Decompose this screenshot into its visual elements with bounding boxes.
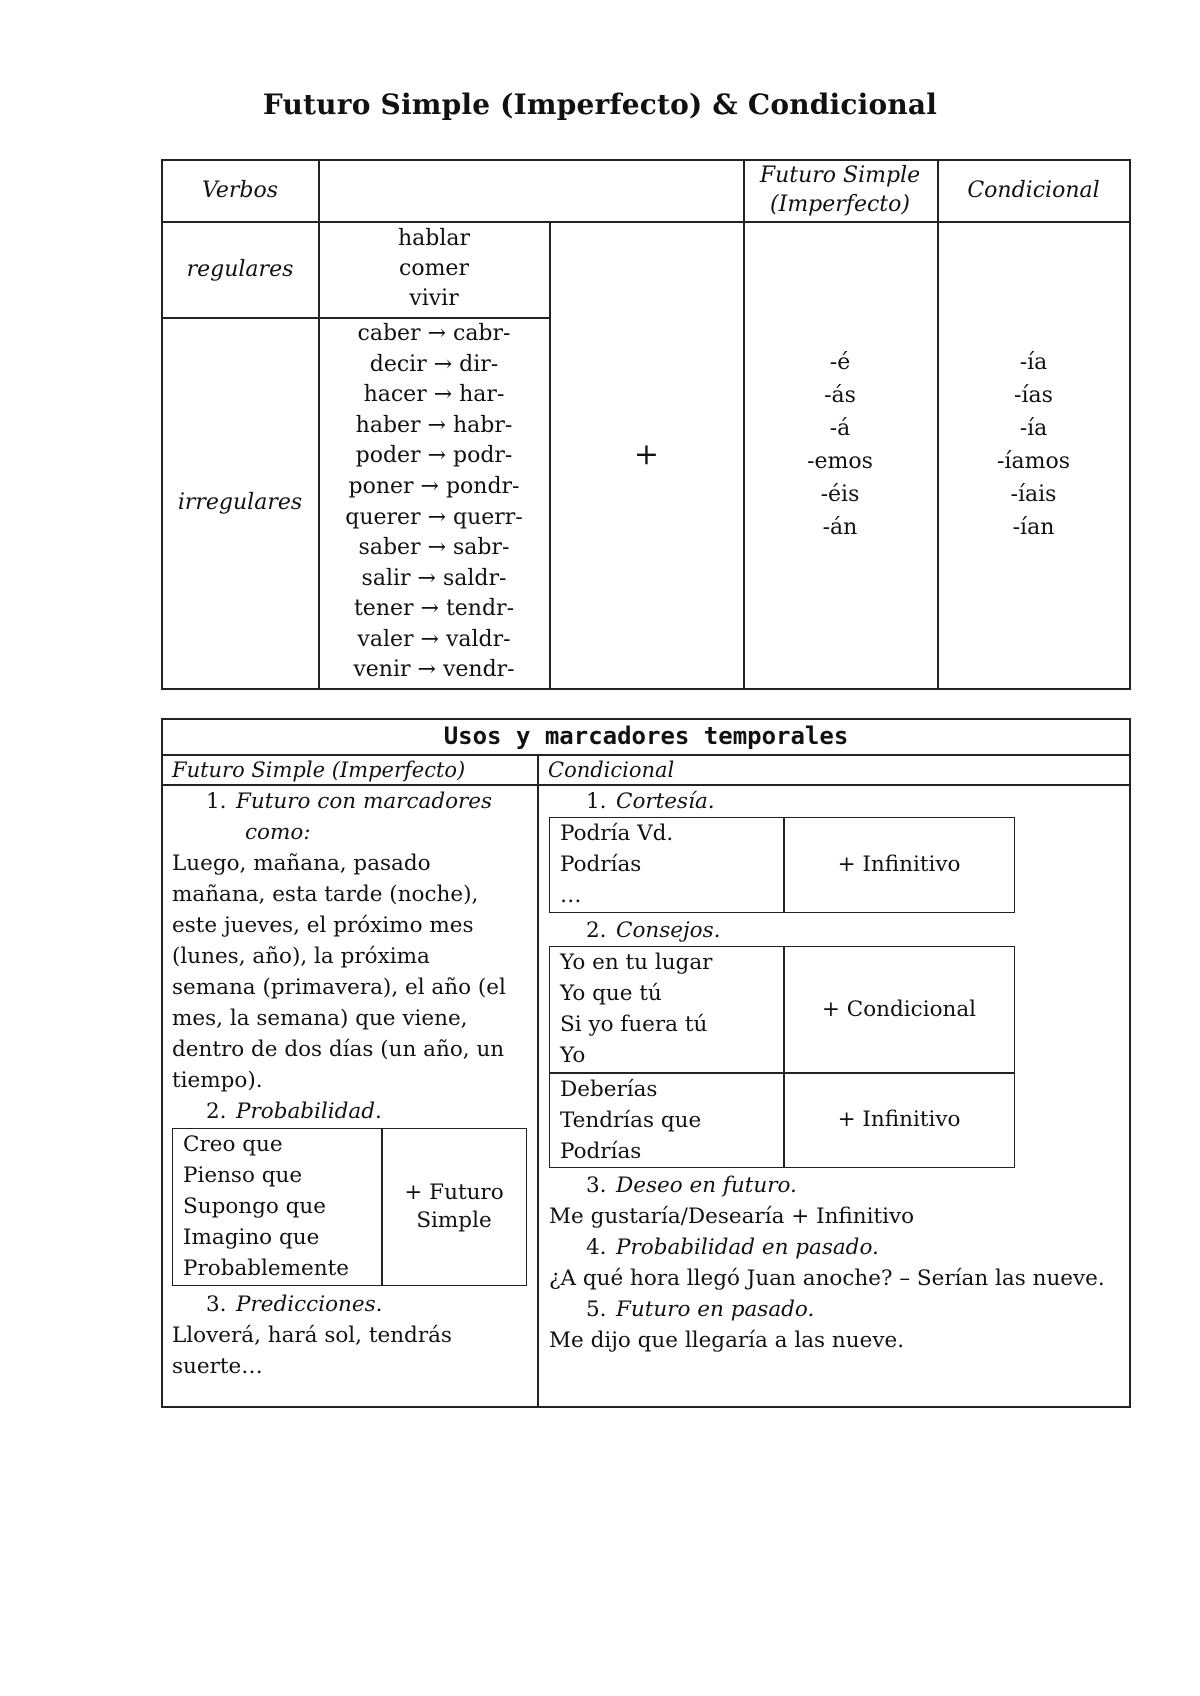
- col-header-futuro: Futuro Simple (Imperfecto): [172, 758, 466, 782]
- text-line: Yo en tu lugar: [560, 950, 713, 975]
- verb-item: venir → vendr-: [353, 657, 515, 683]
- text-line: dentro de dos días (un año, un: [172, 1037, 505, 1062]
- futuro-item-1-title-cont: como:: [245, 820, 311, 845]
- futuro-item-1-text: [172, 848, 506, 1096]
- list-number: 1.: [586, 789, 607, 814]
- list-number: 5.: [586, 1297, 607, 1322]
- list-number: 3.: [206, 1292, 227, 1317]
- text-line: Podría Vd.: [560, 821, 674, 846]
- verb-item: saber → sabr-: [358, 535, 510, 561]
- ending-item: -emos: [807, 448, 873, 474]
- text-line: Si yo fuera tú: [560, 1012, 708, 1037]
- verb-item: hacer → har-: [363, 382, 505, 408]
- ending-item: -éis: [820, 481, 860, 507]
- cond-item-1-title: Cortesía.: [616, 789, 715, 814]
- futuro-item-1: [206, 786, 492, 817]
- cortesia-right: + Infinitivo: [837, 851, 961, 877]
- cond-item-5-text: Me dijo que llegaría a las nueve.: [549, 1328, 905, 1353]
- futuro-item-3-title: Predicciones.: [236, 1292, 383, 1317]
- ending-item: -ás: [824, 382, 856, 408]
- header-verbos: Verbos: [201, 177, 279, 203]
- text-line: Yo que tú: [560, 981, 662, 1006]
- verb-item: valer → valdr-: [357, 626, 511, 652]
- text-line: Simple: [416, 1207, 492, 1233]
- cond-item-4: [586, 1232, 879, 1263]
- futuro-item-1-title: Futuro con marcadores: [236, 789, 493, 814]
- cond-item-3-text: Me gustaría/Desearía + Infinitivo: [549, 1204, 915, 1229]
- probabilidad-right: [383, 1129, 525, 1284]
- cond-item-4-title: Probabilidad en pasado.: [616, 1235, 879, 1260]
- consejos-left-1: [560, 947, 712, 1071]
- usos-table: [161, 718, 1131, 1408]
- cond-item-5: [586, 1294, 814, 1325]
- verb-item: querer → querr-: [345, 504, 523, 530]
- header-blank: [319, 159, 743, 221]
- text-line: Supongo que: [183, 1194, 327, 1219]
- list-number: 3.: [586, 1173, 607, 1198]
- ending-item: -ías: [1014, 382, 1053, 408]
- verb-item: haber → habr-: [355, 412, 513, 438]
- text-line: Podrías: [560, 1139, 642, 1164]
- consejos-right-1: + Condicional: [821, 996, 977, 1022]
- cond-item-2-title: Consejos.: [616, 918, 721, 943]
- verb-item: salir → saldr-: [361, 565, 507, 591]
- text-line: este jueves, el próximo mes: [172, 913, 474, 938]
- irregulares-verbs: [319, 317, 549, 688]
- ending-item: -é: [829, 349, 851, 375]
- row-label-irregulares: irregulares: [177, 490, 303, 515]
- verb-item: poder → podr-: [355, 443, 513, 469]
- page-title: Futuro Simple (Imperfecto) & Condicional: [262, 88, 938, 121]
- probabilidad-left: [183, 1129, 349, 1284]
- cortesia-left: [560, 818, 673, 911]
- header-futuro: [743, 159, 937, 221]
- plus-sign: +: [633, 437, 660, 472]
- list-number: 2.: [206, 1099, 227, 1124]
- ending-item: -ía: [1019, 415, 1048, 441]
- cond-item-4-text: ¿A qué hora llegó Juan anoche? – Serían las nueve.: [549, 1266, 1105, 1291]
- list-number: 2.: [586, 918, 607, 943]
- verb-item: hablar: [397, 226, 471, 251]
- consejos-left-2: [560, 1074, 701, 1167]
- verb-item: poner → pondr-: [348, 473, 520, 499]
- header-futuro-line2: (Imperfecto): [770, 192, 910, 217]
- cortesia-box: [549, 817, 1015, 913]
- text-line: Deberías: [560, 1077, 658, 1102]
- futuro-item-3: [206, 1289, 382, 1320]
- cond-item-2: [586, 915, 720, 946]
- text-line: Luego, mañana, pasado: [172, 851, 431, 876]
- text-line: Pienso que: [183, 1163, 303, 1188]
- futuro-item-3-text: [172, 1320, 452, 1382]
- text-line: …: [560, 883, 582, 908]
- cond-item-5-title: Futuro en pasado.: [616, 1297, 815, 1322]
- text-line: Tendrías que: [560, 1108, 702, 1133]
- text-line: (lunes, año), la próxima: [172, 944, 430, 969]
- ending-item: -ía: [1019, 349, 1048, 375]
- ending-item: -ían: [1012, 514, 1055, 540]
- consejos-box: [549, 946, 1015, 1168]
- futuro-item-2-title: Probabilidad.: [236, 1099, 382, 1124]
- verb-item: decir → dir-: [369, 351, 499, 377]
- cond-item-3: [586, 1170, 797, 1201]
- verb-item: tener → tendr-: [353, 596, 515, 622]
- ending-item: -íamos: [997, 448, 1070, 474]
- col-header-condicional: Condicional: [548, 758, 675, 782]
- list-number: 1.: [206, 789, 227, 814]
- text-line: Podrías: [560, 852, 642, 877]
- cond-item-3-title: Deseo en futuro.: [616, 1173, 797, 1198]
- header-futuro-line1: Futuro Simple: [759, 163, 921, 188]
- verb-item: comer: [399, 256, 469, 281]
- usos-title: Usos y marcadores temporales: [443, 722, 849, 750]
- conjugation-table: [161, 159, 1131, 689]
- ending-item: -íais: [1010, 481, 1057, 507]
- ending-item: -á: [829, 415, 851, 441]
- verb-item: caber → cabr-: [357, 320, 511, 346]
- text-line: Yo: [560, 1043, 586, 1068]
- futuro-endings: [743, 221, 937, 688]
- text-line: Probablemente: [183, 1256, 349, 1281]
- text-line: semana (primavera), el año (el: [172, 975, 506, 1000]
- consejos-right-2: + Infinitivo: [837, 1107, 961, 1132]
- probabilidad-box: [172, 1128, 527, 1286]
- text-line: Imagino que: [183, 1225, 320, 1250]
- list-number: 4.: [586, 1235, 607, 1260]
- ending-item: -án: [822, 514, 858, 540]
- text-line: Lloverá, hará sol, tendrás: [172, 1323, 452, 1348]
- text-line: mañana, esta tarde (noche),: [172, 882, 479, 907]
- text-line: + Futuro: [404, 1179, 504, 1205]
- text-line: suerte…: [172, 1354, 263, 1379]
- condicional-endings: [937, 221, 1130, 688]
- row-label-regulares: regulares: [186, 256, 294, 282]
- futuro-item-2: [206, 1096, 382, 1127]
- text-line: tiempo).: [172, 1068, 263, 1093]
- regulares-verbs: [319, 221, 549, 317]
- verb-item: vivir: [409, 286, 459, 311]
- text-line: Creo que: [183, 1132, 283, 1157]
- header-condicional: Condicional: [967, 177, 1100, 203]
- text-line: mes, la semana) que viene,: [172, 1006, 468, 1031]
- cond-item-1: [586, 786, 715, 817]
